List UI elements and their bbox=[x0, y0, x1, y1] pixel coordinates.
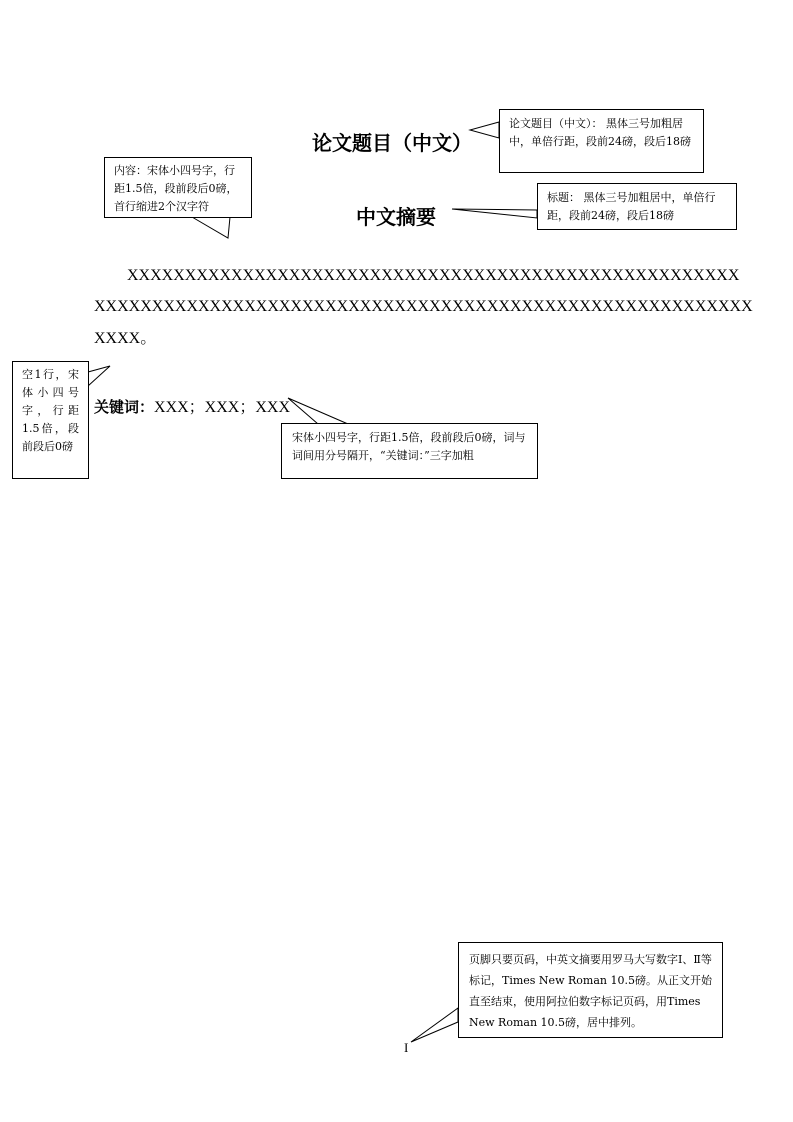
abstract-heading: 中文摘要 bbox=[356, 205, 436, 229]
keywords-label: 关键词： bbox=[94, 398, 155, 416]
content-format-callout: 内容：宋体小四号字，行距1.5倍，段前段后0磅，首行缩进2个汉字符 bbox=[104, 157, 252, 218]
heading-callout-pointer bbox=[452, 209, 537, 218]
title-callout-pointer bbox=[470, 122, 499, 138]
heading-format-callout: 标题： 黑体三号加粗居中，单倍行距，段前24磅，段后18磅 bbox=[537, 183, 737, 230]
abstract-line-2: XXXXXXXXXXXXXXXXXXXXXXXXXXXXXXXXXXXXXXXXXXXXXXXXXXXXXXXXX bbox=[94, 298, 753, 315]
keywords-value: XXX；XXX；XXX bbox=[154, 399, 291, 416]
abstract-line-3: XXXX。 bbox=[94, 330, 157, 347]
blank-line-format-callout: 空1行，宋体小四号字，行距1.5倍，段前段后0磅 bbox=[12, 361, 89, 479]
page-number: I bbox=[404, 1040, 409, 1055]
keywords-line bbox=[94, 394, 290, 417]
content-callout-pointer bbox=[192, 217, 230, 238]
footer-format-callout: 页脚只要页码，中英文摘要用罗马大写数字Ⅰ、Ⅱ等标记，Times New Roman 10.5磅。从正文开始直至结束，使用阿拉伯数字标记页码，用Times New Roman 10.5磅，居中排列。 bbox=[458, 942, 723, 1038]
keywords-callout-pointer bbox=[288, 398, 348, 424]
thesis-title: 论文题目（中文） bbox=[312, 131, 472, 155]
title-format-callout: 论文题目（中文）： 黑体三号加粗居中，单倍行距，段前24磅，段后18磅 bbox=[499, 109, 704, 173]
blank-line-callout-pointer bbox=[88, 366, 110, 386]
abstract-line-1: XXXXXXXXXXXXXXXXXXXXXXXXXXXXXXXXXXXXXXXXXXXXXXXXXXXXX bbox=[127, 267, 740, 284]
keywords-format-callout: 宋体小四号字，行距1.5倍，段前段后0磅，词与词间用分号隔开，“关键词：”三字加粗 bbox=[281, 423, 538, 479]
footer-callout-pointer bbox=[411, 1008, 458, 1042]
